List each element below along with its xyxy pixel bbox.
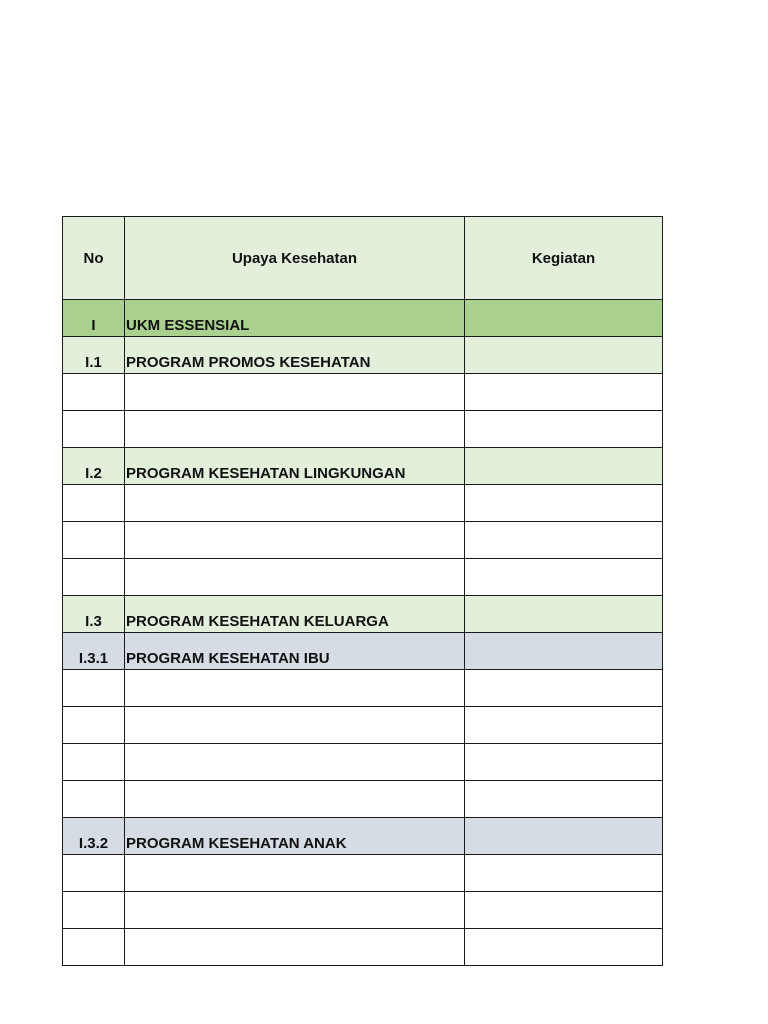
cell-kegiatan[interactable]: [465, 374, 663, 411]
cell-kegiatan[interactable]: [465, 411, 663, 448]
cell-no[interactable]: [63, 559, 125, 596]
table-row: [63, 707, 663, 744]
cell-no[interactable]: I.2: [63, 448, 125, 485]
cell-no[interactable]: I.3.1: [63, 633, 125, 670]
table-row: [63, 744, 663, 781]
cell-kegiatan[interactable]: [465, 855, 663, 892]
cell-upaya-kesehatan[interactable]: [125, 744, 465, 781]
header-kegiatan: Kegiatan: [465, 217, 663, 300]
table-row: [63, 485, 663, 522]
cell-upaya-kesehatan[interactable]: [125, 522, 465, 559]
cell-kegiatan[interactable]: [465, 781, 663, 818]
cell-kegiatan[interactable]: [465, 892, 663, 929]
cell-no[interactable]: [63, 892, 125, 929]
table-row: [63, 670, 663, 707]
cell-upaya-kesehatan[interactable]: [125, 374, 465, 411]
table-row: [63, 374, 663, 411]
cell-no[interactable]: [63, 485, 125, 522]
table-row: [63, 855, 663, 892]
cell-no[interactable]: [63, 929, 125, 966]
upaya-kesehatan-table: [62, 216, 663, 966]
cell-kegiatan[interactable]: [465, 337, 663, 374]
cell-kegiatan[interactable]: [465, 300, 663, 337]
table-row: [63, 300, 663, 337]
table-row: [63, 818, 663, 855]
cell-kegiatan[interactable]: [465, 448, 663, 485]
cell-kegiatan[interactable]: [465, 744, 663, 781]
cell-no[interactable]: [63, 670, 125, 707]
table-row: [63, 522, 663, 559]
cell-no[interactable]: [63, 374, 125, 411]
cell-upaya-kesehatan[interactable]: [125, 559, 465, 596]
table-row: [63, 411, 663, 448]
table-row: [63, 929, 663, 966]
cell-upaya-kesehatan[interactable]: UKM ESSENSIAL: [125, 300, 465, 337]
table-body: [63, 300, 663, 966]
cell-no[interactable]: [63, 522, 125, 559]
table-row: [63, 596, 663, 633]
cell-upaya-kesehatan[interactable]: [125, 781, 465, 818]
cell-no[interactable]: [63, 707, 125, 744]
cell-no[interactable]: I.3: [63, 596, 125, 633]
header-no: No: [63, 217, 125, 300]
table-row: [63, 559, 663, 596]
header-row: [63, 217, 663, 300]
cell-no[interactable]: [63, 744, 125, 781]
cell-upaya-kesehatan[interactable]: [125, 485, 465, 522]
cell-kegiatan[interactable]: [465, 485, 663, 522]
cell-upaya-kesehatan[interactable]: PROGRAM PROMOS KESEHATAN: [125, 337, 465, 374]
cell-upaya-kesehatan[interactable]: PROGRAM KESEHATAN IBU: [125, 633, 465, 670]
cell-upaya-kesehatan[interactable]: [125, 707, 465, 744]
cell-kegiatan[interactable]: [465, 707, 663, 744]
cell-upaya-kesehatan[interactable]: [125, 929, 465, 966]
cell-kegiatan[interactable]: [465, 559, 663, 596]
cell-kegiatan[interactable]: [465, 596, 663, 633]
cell-kegiatan[interactable]: [465, 670, 663, 707]
cell-upaya-kesehatan[interactable]: PROGRAM KESEHATAN LINGKUNGAN: [125, 448, 465, 485]
cell-upaya-kesehatan[interactable]: [125, 855, 465, 892]
cell-kegiatan[interactable]: [465, 818, 663, 855]
table-row: [63, 337, 663, 374]
cell-no[interactable]: I.1: [63, 337, 125, 374]
cell-no[interactable]: [63, 855, 125, 892]
cell-no[interactable]: I.3.2: [63, 818, 125, 855]
table-row: [63, 448, 663, 485]
cell-kegiatan[interactable]: [465, 522, 663, 559]
table-row: [63, 633, 663, 670]
cell-upaya-kesehatan[interactable]: PROGRAM KESEHATAN KELUARGA: [125, 596, 465, 633]
table-row: [63, 781, 663, 818]
cell-upaya-kesehatan[interactable]: [125, 670, 465, 707]
cell-no[interactable]: [63, 411, 125, 448]
cell-upaya-kesehatan[interactable]: [125, 892, 465, 929]
cell-no[interactable]: I: [63, 300, 125, 337]
header-upaya-kesehatan: Upaya Kesehatan: [125, 217, 465, 300]
cell-no[interactable]: [63, 781, 125, 818]
table-row: [63, 892, 663, 929]
cell-upaya-kesehatan[interactable]: PROGRAM KESEHATAN ANAK: [125, 818, 465, 855]
cell-upaya-kesehatan[interactable]: [125, 411, 465, 448]
cell-kegiatan[interactable]: [465, 929, 663, 966]
cell-kegiatan[interactable]: [465, 633, 663, 670]
